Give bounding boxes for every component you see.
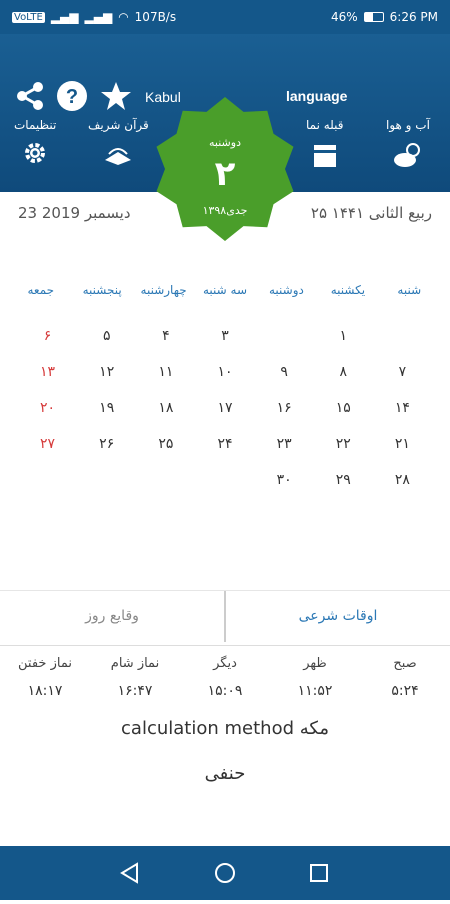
settings-button[interactable] xyxy=(14,118,56,166)
today-badge xyxy=(152,96,298,242)
help-icon[interactable] xyxy=(56,80,88,112)
weekday-label: جمعه xyxy=(27,283,55,297)
prayer-name: نماز شام xyxy=(110,656,160,671)
calendar-day[interactable]: ۲ xyxy=(262,318,306,354)
recents-icon[interactable] xyxy=(311,865,327,881)
prayer-maghrib xyxy=(90,646,180,713)
calendar-day[interactable]: ۱۵ xyxy=(335,400,351,416)
carrier-label: VoLTE xyxy=(14,11,43,23)
calendar-day[interactable]: ۱۷ xyxy=(217,400,233,416)
calendar-day[interactable]: ۲۵ xyxy=(158,436,174,452)
city-label[interactable]: Kabul xyxy=(145,89,181,105)
weekday-label: پنجشنبه xyxy=(82,283,122,297)
calendar-day[interactable]: ۲۳ xyxy=(276,436,292,452)
prayer-fajr xyxy=(360,646,450,713)
calendar-day[interactable]: ۳ xyxy=(221,328,229,344)
madhab-label[interactable]: حنفی xyxy=(204,763,246,784)
calendar-day[interactable]: ۲۲ xyxy=(335,436,351,452)
qibla-button[interactable] xyxy=(306,118,344,170)
calendar-day[interactable]: ۴ xyxy=(162,328,170,344)
calendar-day[interactable]: ۲۱ xyxy=(394,436,410,452)
calendar-day[interactable]: ۲۷ xyxy=(40,436,56,452)
battery-icon xyxy=(364,12,384,22)
prayer-dhuhr xyxy=(270,646,360,713)
weekday-header xyxy=(10,283,440,297)
calendar-day[interactable]: ۱۱ xyxy=(158,364,174,380)
qibla-label: قبله نما xyxy=(306,118,344,132)
prayer-time: ۱۶:۴۷ xyxy=(117,683,153,699)
calendar-day[interactable]: ۲۰ xyxy=(40,400,56,416)
calendar-day[interactable]: ۱۹ xyxy=(99,400,115,416)
calendar-day[interactable]: ۱ xyxy=(339,328,348,344)
today-day-number: ۲ xyxy=(214,154,236,194)
hijri-date: ۲۵ ربیع الثانی ۱۴۴۱ xyxy=(310,204,432,222)
clock: 6:26 PM xyxy=(389,10,438,24)
prayer-time: ۱۱:۵۲ xyxy=(297,683,333,699)
weather-label: آب و هوا xyxy=(386,118,430,132)
calendar-day[interactable]: ۱۸ xyxy=(158,400,174,416)
language-button[interactable]: language xyxy=(286,88,348,104)
calendar-day[interactable]: ۹ xyxy=(280,364,288,380)
prayer-name: صبح xyxy=(393,656,417,671)
back-icon[interactable] xyxy=(122,864,137,882)
calendar-day[interactable]: ۶ xyxy=(43,328,52,344)
weekday-label: شنبه xyxy=(397,283,422,297)
prayer-asr xyxy=(180,646,270,713)
today-month: جدی۱۳۹۸ xyxy=(202,204,248,217)
weekday-label: دوشنبه xyxy=(269,283,304,297)
calendar-day[interactable]: ۷ xyxy=(398,364,407,380)
gear-icon xyxy=(22,140,48,166)
weekday-label: چهارشنبه xyxy=(140,283,187,297)
prayer-isha xyxy=(0,646,90,713)
calendar-day[interactable]: ۲۶ xyxy=(99,436,115,452)
calendar-day[interactable]: ۲۹ xyxy=(335,472,351,488)
prayer-name: دیگر xyxy=(213,656,237,671)
info-tabs xyxy=(0,590,450,642)
quran-button[interactable] xyxy=(88,118,149,166)
today-weekday: دوشنبه xyxy=(209,136,241,149)
calendar-day[interactable]: ۱۳ xyxy=(40,364,56,380)
settings-label: تنظیمات xyxy=(14,118,57,132)
calendar-day[interactable]: ۱۶ xyxy=(276,400,292,416)
calendar-day[interactable]: ۱۴ xyxy=(394,400,410,416)
signal-icon: ▂▄▆ xyxy=(50,10,79,24)
prayer-name: نماز خفتن xyxy=(18,656,72,671)
wifi-icon: ◠ xyxy=(118,10,129,24)
prayer-times-row xyxy=(0,645,450,713)
prayer-time: ۱۵:۰۹ xyxy=(207,683,243,699)
prayer-time: ۱۸:۱۷ xyxy=(27,683,63,699)
calendar-day[interactable]: ۲۴ xyxy=(217,436,233,452)
calculation-method[interactable]: calculation method مکه xyxy=(121,718,329,739)
share-icon[interactable] xyxy=(14,80,46,112)
weekday-label: سه شنبه xyxy=(203,283,248,297)
quran-icon xyxy=(103,140,133,166)
star-icon[interactable] xyxy=(100,80,132,112)
calendar-day[interactable]: ۱۰ xyxy=(217,364,233,380)
calendar-day[interactable]: ۸ xyxy=(339,364,348,380)
tab-events[interactable]: وقایع روز xyxy=(0,591,226,642)
tab-prayer-times[interactable]: اوقات شرعی xyxy=(298,608,378,624)
home-icon[interactable] xyxy=(216,864,234,882)
status-bar xyxy=(0,0,450,34)
kaaba-icon xyxy=(311,140,339,170)
system-nav-bar xyxy=(0,846,450,900)
gregorian-date: 23 دیسمبر 2019 xyxy=(18,204,131,222)
quran-label: قرآن شریف xyxy=(88,118,149,132)
prayer-time: ۵:۲۴ xyxy=(391,683,419,699)
weather-button[interactable] xyxy=(386,118,430,170)
svg-text:?: ? xyxy=(65,86,79,108)
calendar-day[interactable]: ۲۸ xyxy=(394,472,410,488)
battery-percent: 46% xyxy=(330,10,358,24)
network-speed: 107B/s xyxy=(134,10,177,24)
calendar-day[interactable]: ۳۰ xyxy=(276,472,292,488)
signal-icon-2: ▂▄▆ xyxy=(84,10,113,24)
calendar-day[interactable]: ۱۲ xyxy=(99,364,115,380)
calendar-day[interactable]: ۵ xyxy=(102,328,111,344)
prayer-name: ظهر xyxy=(303,656,327,671)
weather-icon xyxy=(391,140,425,170)
weekday-label: یکشنبه xyxy=(330,283,366,297)
